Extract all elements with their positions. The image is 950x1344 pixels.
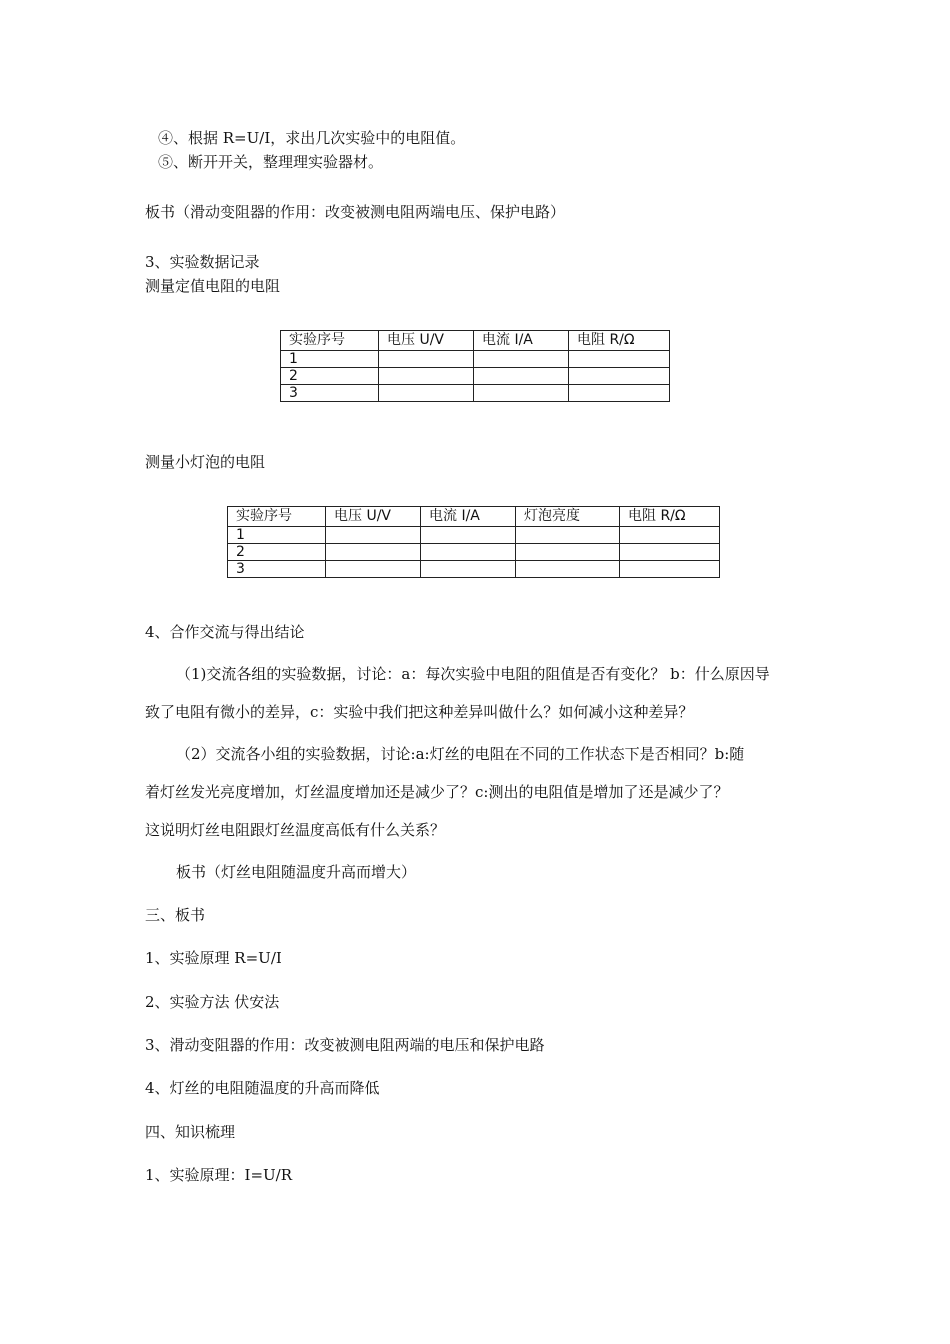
board-item-4: 4、灯丝的电阻随温度的升高而降低 [145,1079,380,1097]
table-cell [421,527,516,544]
table-header-cell: 电压 U/V [379,331,474,351]
discussion-2-line-3: 这说明灯丝电阻跟灯丝温度高低有什么关系？ [145,821,446,839]
table-bulb-resistance [227,506,720,578]
row-label: 1 [281,351,379,368]
table-cell [421,561,516,578]
row-label: 2 [281,368,379,385]
row-label: 3 [228,561,326,578]
table-header-cell: 电压 U/V [326,507,421,527]
table-header-cell: 电阻 R/Ω [569,331,670,351]
table-row [281,368,670,385]
table-2-caption: 测量小灯泡的电阻 [145,453,266,471]
table-row [281,385,670,402]
table-cell [516,544,620,561]
section-3-title: 3、实验数据记录 [145,253,260,271]
table-header-cell: 实验序号 [281,331,379,351]
board-item-3: 3、滑动变阻器的作用：改变被测电阻两端的电压和保护电路 [145,1036,545,1054]
table-cell [569,351,670,368]
table-row [228,527,720,544]
table-cell [379,351,474,368]
board-item-1: 1、实验原理 R=U/I [145,949,282,967]
table-cell [326,561,421,578]
part-3-title: 三、板书 [145,906,206,924]
table-header-row [228,507,720,527]
board-note-2: 板书（灯丝电阻随温度升高而增大） [176,863,417,881]
table-row [228,561,720,578]
part-4-title: 四、知识梳理 [145,1123,236,1141]
knowledge-item-1: 1、实验原理：I=U/R [145,1166,293,1184]
table-cell [326,544,421,561]
table-header-cell: 电流 I/A [421,507,516,527]
table-header-row [281,331,670,351]
board-note-1: 板书（滑动变阻器的作用：改变被测电阻两端电压、保护电路） [145,203,566,221]
table-header-cell: 灯泡亮度 [516,507,620,527]
table-cell [421,544,516,561]
table-cell [474,351,569,368]
step-5: ⑤、断开开关，整理理实验器材。 [158,153,384,171]
table-cell [474,368,569,385]
row-label: 2 [228,544,326,561]
table-cell [620,544,720,561]
table-cell [379,385,474,402]
table-1-caption: 测量定值电阻的电阻 [145,277,281,295]
table-header-cell: 实验序号 [228,507,326,527]
table-row [228,544,720,561]
discussion-1-line-2: 致了电阻有微小的差异，c：实验中我们把这种差异叫做什么？如何减小这种差异？ [145,703,694,721]
table-cell [620,527,720,544]
table-cell [379,368,474,385]
discussion-2-line-1: （2）交流各小组的实验数据，讨论:a:灯丝的电阻在不同的工作状态下是否相同？b:随 [176,745,745,763]
board-item-2: 2、实验方法 伏安法 [145,993,280,1011]
section-4-title: 4、合作交流与得出结论 [145,623,305,641]
table-cell [474,385,569,402]
table-cell [569,368,670,385]
table-header-cell: 电流 I/A [474,331,569,351]
table-cell [516,561,620,578]
table-cell [326,527,421,544]
table-cell [620,561,720,578]
row-label: 1 [228,527,326,544]
discussion-1-line-1: （1)交流各组的实验数据，讨论：a：每次实验中电阻的阻值是否有变化？ b：什么原因导 [176,665,770,683]
table-header-cell: 电阻 R/Ω [620,507,720,527]
row-label: 3 [281,385,379,402]
table-cell [569,385,670,402]
table-fixed-resistor [280,330,670,402]
step-4: ④、根据 R=U/I，求出几次实验中的电阻值。 [158,129,466,147]
discussion-2-line-2: 着灯丝发光亮度增加，灯丝温度增加还是减少了？c:测出的电阻值是增加了还是减少了？ [145,783,729,801]
table-row [281,351,670,368]
table-cell [516,527,620,544]
